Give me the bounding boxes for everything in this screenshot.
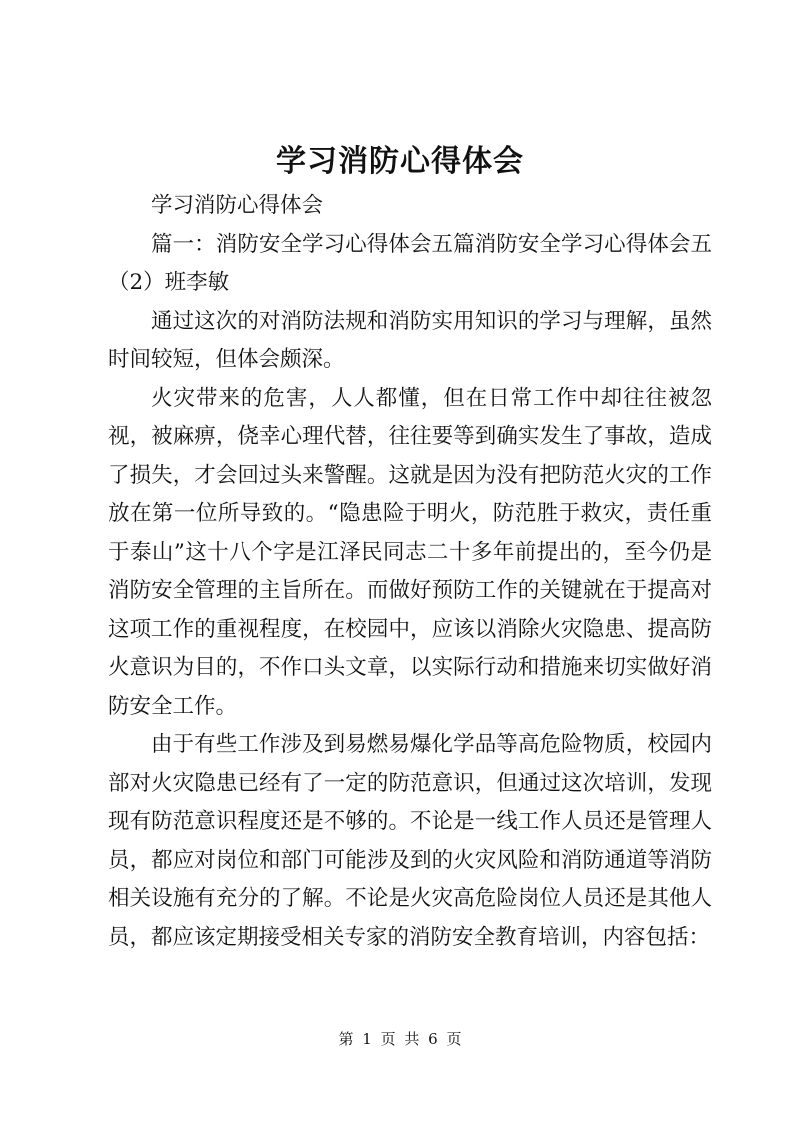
paragraph-section-heading: 篇一：消防安全学习心得体会五篇消防安全学习心得体会五（2）班李敏 xyxy=(108,231,712,295)
paragraph-body: 通过这次的对消防法规和消防实用知识的学习与理解，虽然时间较短，但体会颇深。 xyxy=(108,308,712,372)
document-body xyxy=(108,187,712,957)
paragraph-body: 由于有些工作涉及到易燃易爆化学品等高危险物质，校园内部对火灾隐患已经有了一定的防范意识，但通过这次培训，发现现有防范意识程度还是不够的。不论是一线工作人员还是管理人员，都应对岗位和部门可能涉及到的火灾风险和消防通道等消防相关设施有充分的了解。不论是火灾高危险岗位人员还是其他人员，都应该定期接受相关专家的消防安全教育培训，内容包括： xyxy=(108,732,712,950)
page-number-footer: 第 1 页 共 6 页 xyxy=(338,1030,462,1048)
paragraph-subtitle: 学习消防心得体会 xyxy=(151,193,324,218)
document-title: 学习消防心得体会 xyxy=(276,144,524,179)
paragraph-body: 火灾带来的危害，人人都懂，但在日常工作中却往往被忽视，被麻痹，侥幸心理代替，往往要等到确实发生了事故，造成了损失，才会回过头来警醒。这就是因为没有把防范火灾的工作放在第一位所导致的。“隐患险于明火，防范胜于救灾，责任重于泰山”这十八个字是江泽民同志二十多年前提出的，至今仍是消防安全管理的主旨所在。而做好预防工作的关键就在于提高对这项工作的重视程度，在校园中，应该以消除火灾隐患、提高防火意识为目的，不作口头文章，以实际行动和措施来切实做好消防安全工作。 xyxy=(108,385,712,719)
